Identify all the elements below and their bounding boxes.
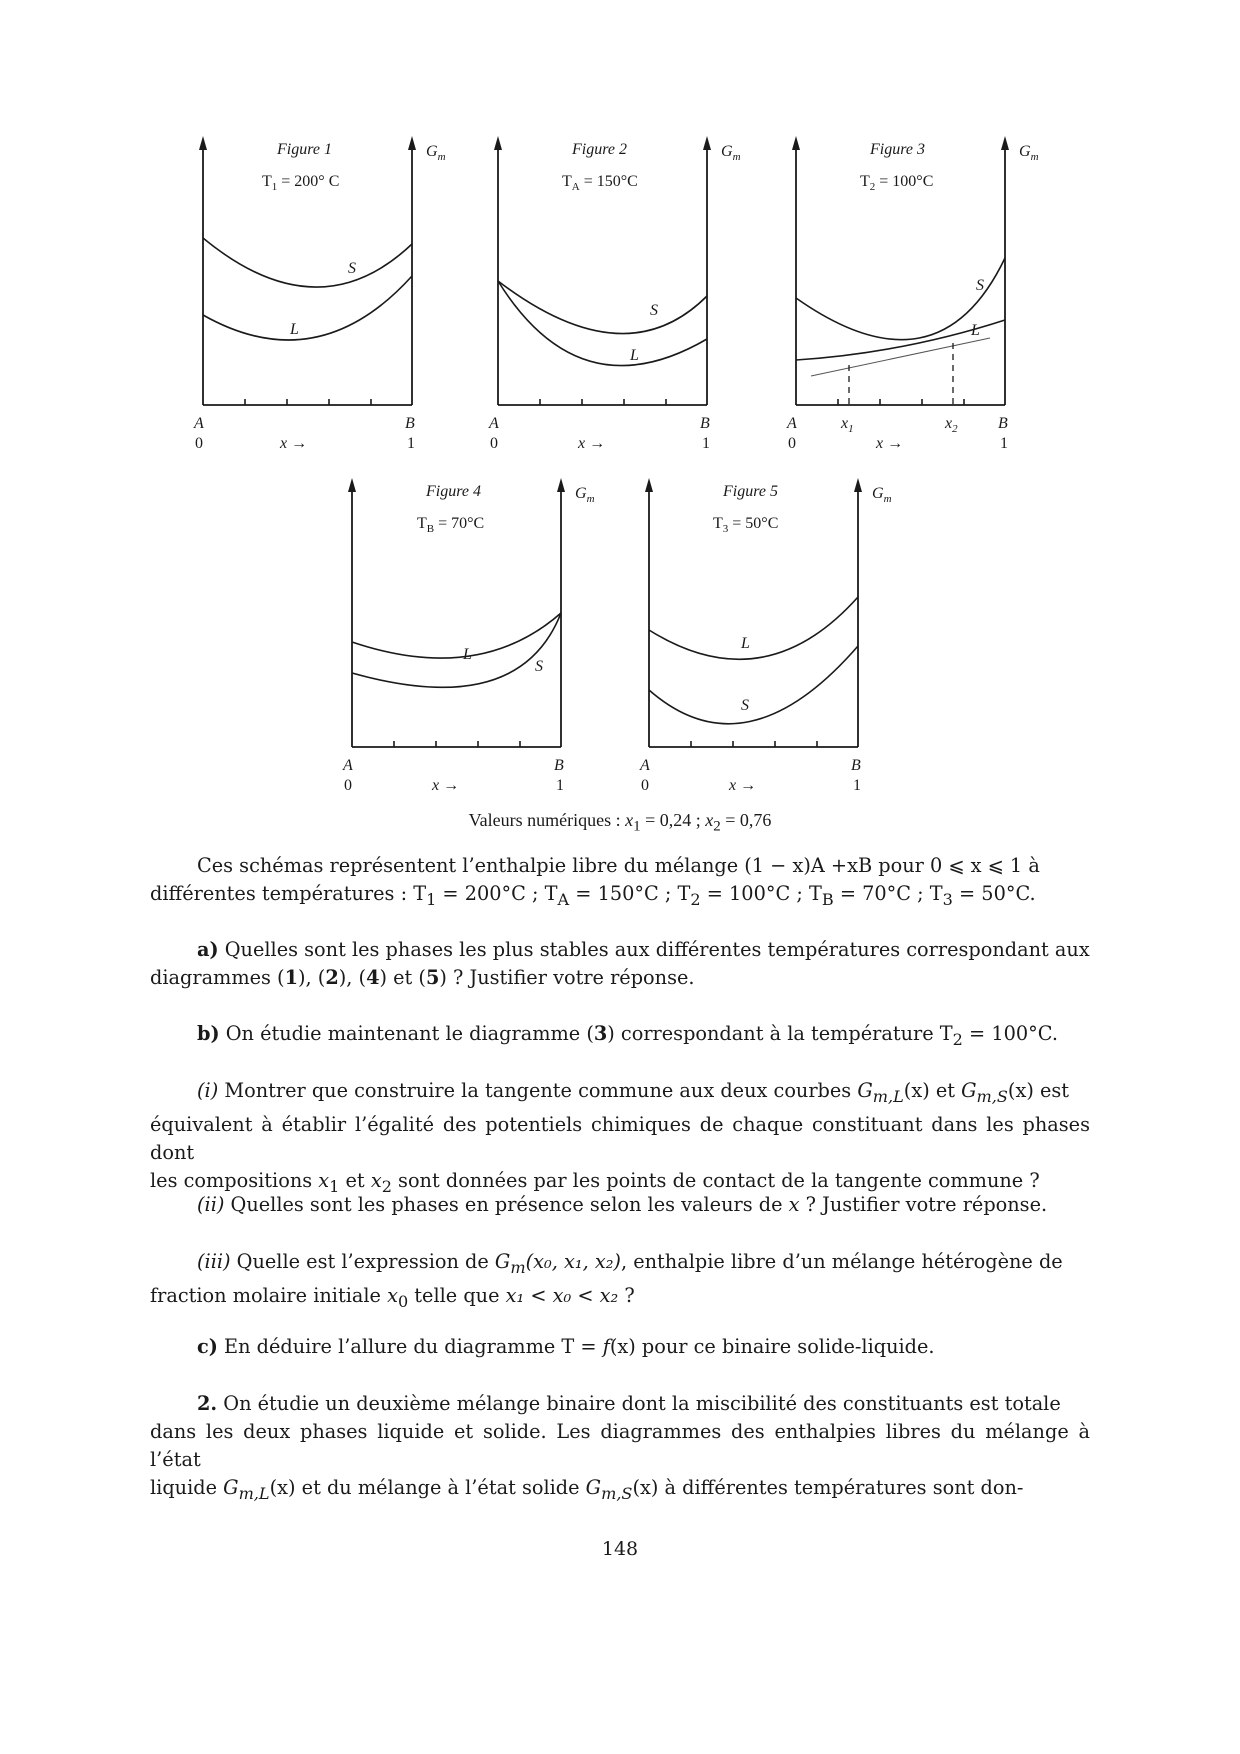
curve-label-l: L [463,646,472,663]
question-b-line: b) On étudie maintenant le diagramme (3) correspondant à la température $T_2 = 100^\circ C$. [197,1022,1058,1049]
figure-temperature: $T_1 = 200^\circ$ C [262,173,340,193]
x-axis-label: x → [876,435,904,452]
label-b: B [405,415,415,432]
figure-title: Figure 5 [723,483,778,500]
question-2-line-3: liquide $G_{m,L}(x)$ et du mélange à l’état solide $G_{m,S}(x)$ à différentes températures sont don- [150,1476,1024,1503]
label-b: B [998,415,1008,432]
axis-label-gm: $G_m$ [1019,143,1039,163]
figure-1 [180,128,446,458]
question-b-ii-label: (ii) [197,1193,225,1216]
intro-line-2: différentes températures : $T_1 = 200^\circ C$ ; $T_A = 150^\circ C$ ; $T_2 = 100^\circ C$ ; $T_B = 70^\circ C$ ; $T_3 = 50^\circ C$. [150,882,1036,909]
question-b-iii [150,1248,1090,1316]
label-a: A [489,415,499,432]
left-axis-arrow-icon [348,478,356,492]
curve-label-s: S [650,302,658,319]
curve-l [498,281,707,366]
curve-label-s: S [535,658,543,675]
axis-label-gm: $G_m$ [426,143,446,163]
figure-temperature: $T_2 = 100^\circ C$ [860,173,934,193]
question-c-line: c) En déduire l’allure du diagramme T = f(x) pour ce binaire solide-liquide. [197,1335,935,1358]
question-a-line-1: a) Quelles sont les phases les plus stables aux différentes températures correspondant aux [197,938,1090,961]
curve-s [498,281,707,334]
figure-3-plot [773,128,1039,458]
question-b-i-line-1: (i) Montrer que construire la tangente commune aux deux courbes $G_{m,L}(x)$ et $G_{m,S}(x)$ est [197,1079,1070,1106]
label-one: 1 [853,777,861,794]
curve-label-l: L [630,347,639,364]
question-b-label: b) [197,1022,220,1045]
curve-l [203,276,412,340]
curve-l [352,613,561,658]
x-axis-label: x → [432,777,460,794]
label-zero: 0 [788,435,796,452]
label-one: 1 [556,777,564,794]
right-axis-arrow-icon [557,478,565,492]
numeric-values-prefix: Valeurs numériques : [468,810,626,830]
label-one: 1 [407,435,415,452]
label-zero: 0 [195,435,203,452]
label-one: 1 [1000,435,1008,452]
label-b: B [554,757,564,774]
figure-temperature: $T_3 = 50^\circ C$ [713,515,779,535]
left-axis-arrow-icon [792,136,800,150]
question-b-iii-line-2: fraction molaire initiale $x_0$ telle que x₁ < x₀ < x₂ ? [150,1283,635,1311]
question-b-i-line-3: les compositions $x_1$ et $x_2$ sont données par les points de contact de la tangente commune ? [150,1168,1040,1196]
figure-title: Figure 3 [870,141,925,158]
figure-temperature: $T_A = 150^\circ C$ [562,173,638,193]
label-zero: 0 [490,435,498,452]
figure-5-plot [626,470,892,800]
label-b: B [851,757,861,774]
label-zero: 0 [641,777,649,794]
x-axis-label: x → [280,435,308,452]
question-b-iii-label: (iii) [197,1250,231,1273]
question-b-ii [150,1191,1090,1219]
question-2-line-1: 2. On étudie un deuxième mélange binaire dont la miscibilité des constituants est totale [197,1392,1061,1415]
question-b-iii-line-1: (iii) Quelle est l’expression de $G_m(x_0$, x₁, x₂), enthalpie libre d’un mélange hétérogène de [197,1250,1063,1277]
curve-label-l: L [741,635,750,652]
figure-4-plot [329,470,595,800]
x2-var: x [705,810,714,830]
question-a-line-2: diagrammes (1), (2), (4) et (5) ? Justifier votre réponse. [150,966,695,989]
x1-var: x [625,810,634,830]
question-b-ii-line: (ii) Quelles sont les phases en présence selon les valeurs de x ? Justifier votre réponse. [197,1193,1048,1216]
question-c-label: c) [197,1335,218,1358]
curve-s [203,238,412,287]
left-axis-arrow-icon [494,136,502,150]
figure-5 [626,470,892,800]
right-axis-arrow-icon [703,136,711,150]
curve-label-s: S [348,260,356,277]
curve-label-s: S [741,697,749,714]
label-x1: $x_1$ [841,415,854,435]
numeric-values-caption [0,810,1240,836]
x-axis-label: x → [578,435,606,452]
x2-value: = 0,76 [720,810,772,830]
question-2-label: 2. [197,1392,218,1415]
left-axis-arrow-icon [199,136,207,150]
label-a: A [787,415,797,432]
figure-1-plot [180,128,446,458]
label-a: A [194,415,204,432]
question-a-label: a) [197,938,219,961]
x1-sub: 1 [633,818,641,835]
label-a: A [640,757,650,774]
x2-sub: 2 [713,818,721,835]
label-one: 1 [702,435,710,452]
question-b-i [150,1077,1090,1201]
label-a: A [343,757,353,774]
right-axis-arrow-icon [408,136,416,150]
figure-title: Figure 1 [277,141,332,158]
question-b [150,1020,1090,1054]
curve-s [352,613,561,687]
question-a [150,936,1090,992]
right-axis-arrow-icon [854,478,862,492]
intro-paragraph [150,852,1090,914]
question-2 [150,1390,1090,1508]
label-zero: 0 [344,777,352,794]
question-b-i-label: (i) [197,1079,219,1102]
axis-label-gm: $G_m$ [721,143,741,163]
intro-line-1: Ces schémas représentent l’enthalpie libre du mélange (1 − x)A +xB pour 0 ⩽ x ⩽ 1 à [197,854,1040,877]
curve-label-s: S [976,277,984,294]
figure-title: Figure 2 [572,141,627,158]
label-b: B [700,415,710,432]
x-axis-label: x → [729,777,757,794]
figure-title: Figure 4 [426,483,481,500]
curve-l [649,597,858,659]
right-axis-arrow-icon [1001,136,1009,150]
x1-value: = 0,24 ; [640,810,706,830]
question-c [150,1333,1090,1361]
figure-temperature: $T_B = 70^\circ C$ [417,515,485,535]
question-2-line-2: dans les deux phases liquide et solide. Les diagrammes des enthalpies libres du mélange à l’état [150,1420,1090,1471]
axis-label-gm: $G_m$ [872,485,892,505]
figure-4 [329,470,595,800]
axis-label-gm: $G_m$ [575,485,595,505]
curve-label-l: L [971,322,980,339]
question-b-i-line-2: équivalent à établir l’égalité des potentiels chimiques de chaque constituant dans les phases dont [150,1112,1090,1164]
figure-3 [773,128,1039,458]
label-x2: $x_2$ [945,415,958,435]
page-number: 148 [601,1538,639,1560]
figure-2 [475,128,741,458]
figure-2-plot [475,128,741,458]
left-axis-arrow-icon [645,478,653,492]
curve-label-l: L [290,321,299,338]
